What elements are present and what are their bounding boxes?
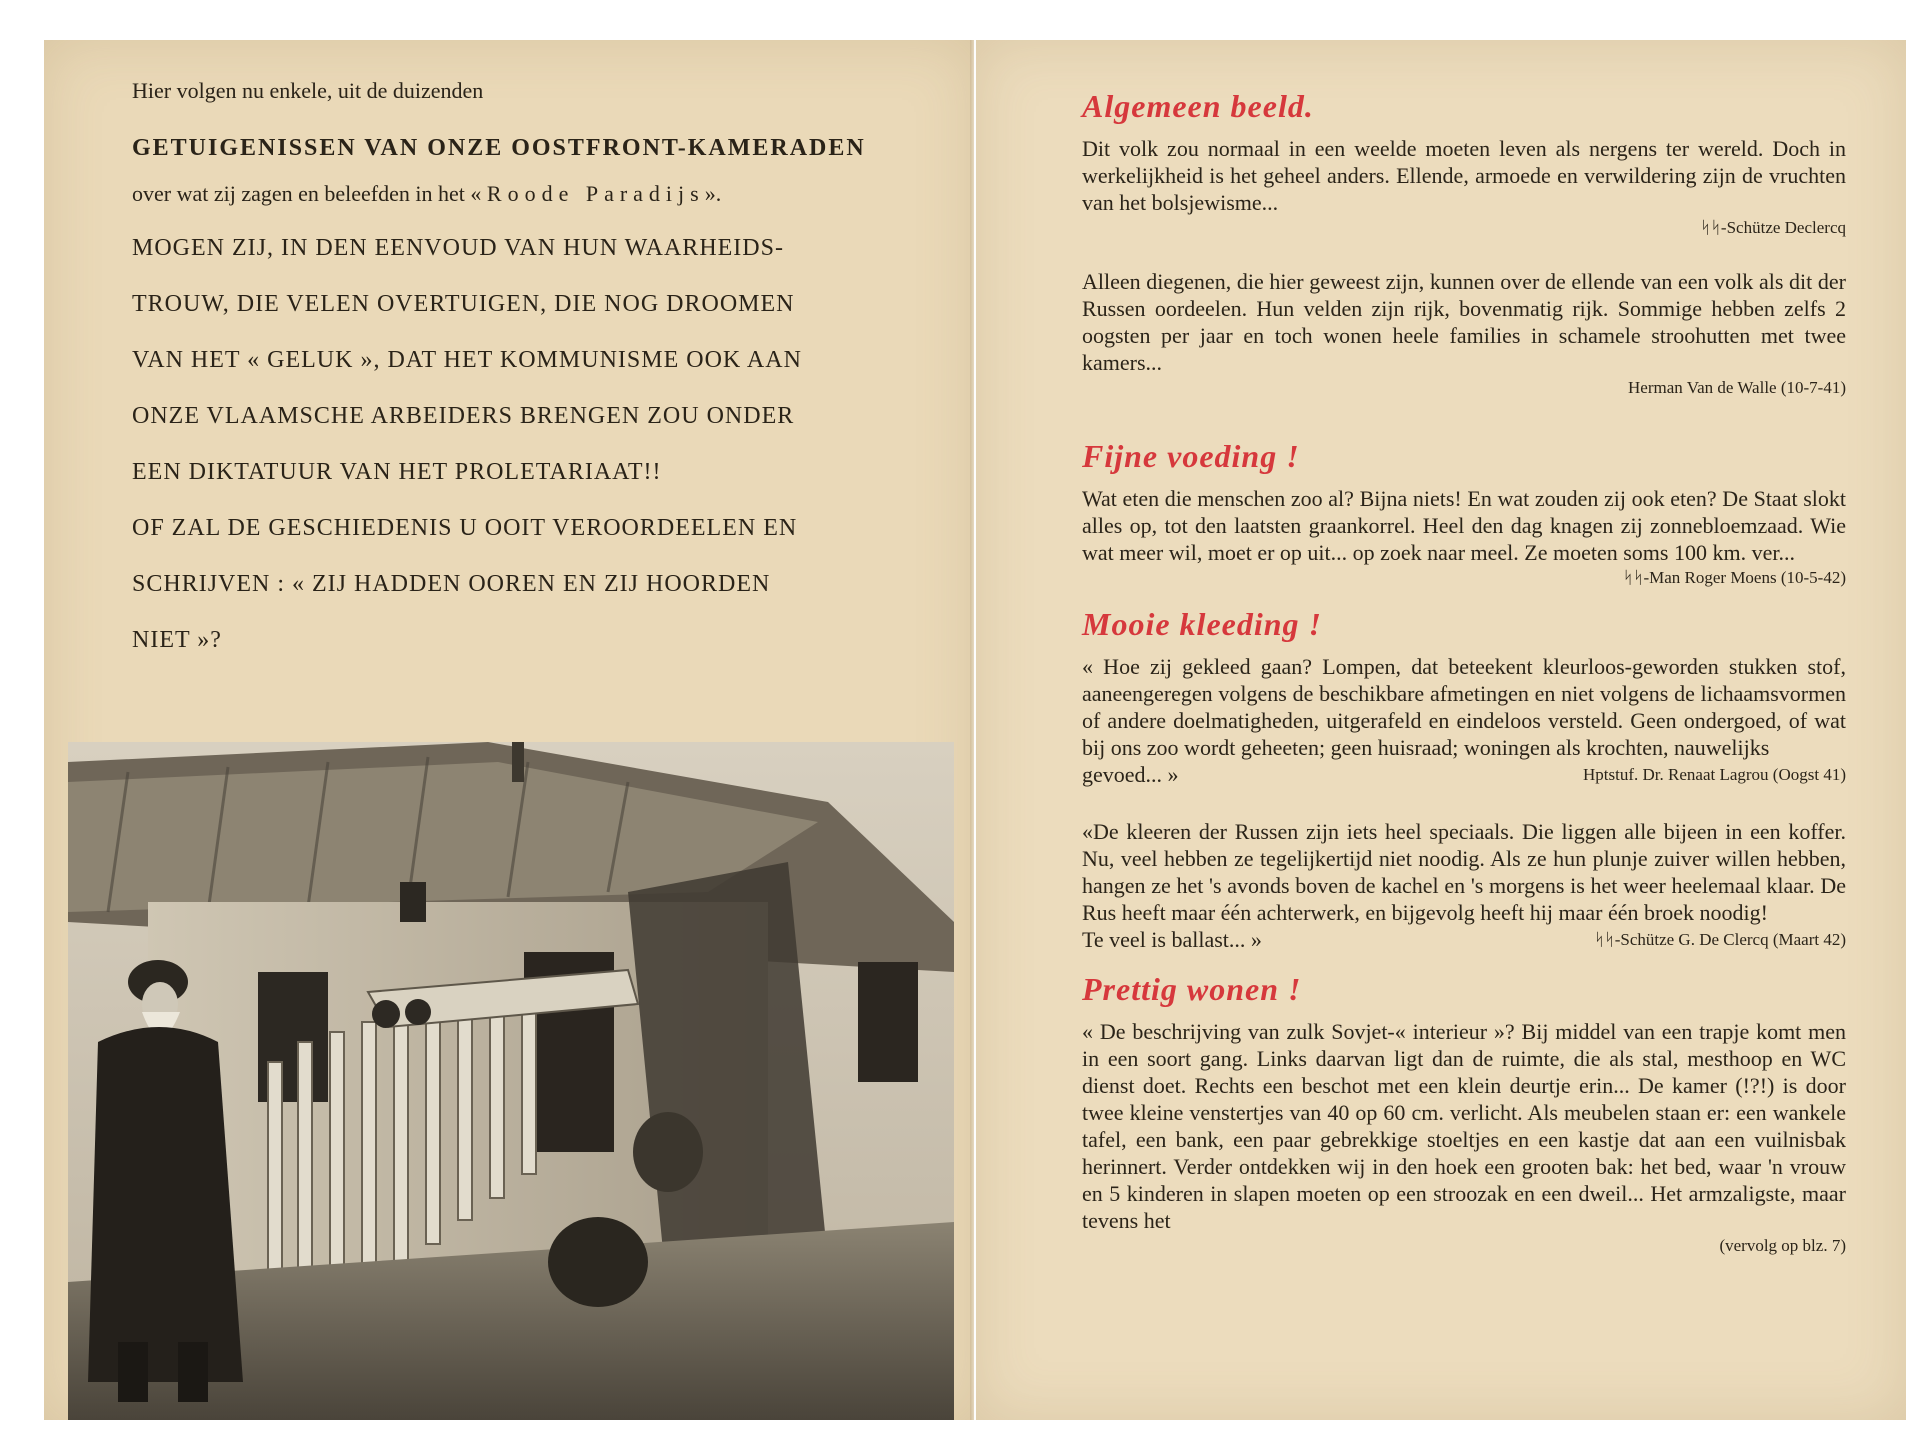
signature-5: ᛋᛋ-Schütze G. De Clercq (Maart 42) [1594, 930, 1846, 949]
caps-line-4: ONZE VLAAMSCHE ARBEIDERS BRENGEN ZOU ONDER [132, 403, 795, 429]
signature-3: ᛋᛋ-Man Roger Moens (10-5-42) [1623, 568, 1846, 587]
testimony-3: Wat eten die menschen zoo al? Bijna niets! En wat zouden zij ook eten? De Staat slokt alles op, tot den laatsten graankorrel. Heel den dag knagen zij zonnebloemzaad. Wie wat meer wil, moet er op uit... op zoek naar meel. Ze moeten soms 100 km. ver... [1082, 486, 1846, 565]
caps-line-8: NIET »? [132, 627, 222, 653]
caps-line-5: EEN DIKTATUUR VAN HET PROLETARIAAT!! [132, 459, 662, 485]
signature-4: Hptstuf. Dr. Renaat Lagrou (Oogst 41) [1583, 765, 1846, 784]
testimony-4-last-line: gevoed... » [1082, 762, 1179, 787]
booklet-spread [44, 40, 1906, 1420]
testimony-5-last [1082, 926, 1846, 953]
testimonies-column [1082, 88, 1846, 1256]
heading-mooie-kleeding: Mooie kleeding ! [1082, 606, 1322, 642]
testimony-6: « De beschrijving van zulk Sovjet-« interieur »? Bij middel van een trapje komt men in een soort gang. Links daarvan ligt dan de ruimte, die als stal, mesthoop en WC dienst doet. Rechts een beschot met een klein deurtje erin... De kamer (!?!) is door twee kleine venstertjes van 40 op 60 cm. verlicht. Als meubelen staan er: een wankele tafel, een bank, een paar gebrekkige stoeltjes en een kastje dat aan een vuilnisbak herinnert. Verder ontdekken wij in den hoek een grooten bak: het bed, waar 'n vrouw en 5 kinderen in slapen moeten op een stroozak en een dweil... Het armzaligste, maar tevens het [1082, 1019, 1846, 1233]
caps-line-2: TROUW, DIE VELEN OVERTUIGEN, DIE NOG DROOMEN [132, 291, 795, 317]
signature-2: Herman Van de Walle (10-7-41) [1628, 378, 1846, 397]
testimony-5-last-line: Te veel is ballast... » [1082, 927, 1262, 952]
heading-algemeen-beeld: Algemeen beeld. [1082, 88, 1314, 124]
intro-line: Hier volgen nu enkele, uit de duizenden [132, 78, 484, 103]
heading-fijne-voeding: Fijne voeding ! [1082, 438, 1300, 474]
intro-line-3: over wat zij zagen en beleefden in het « Roode Paradijs». [132, 181, 722, 206]
heading-prettig-wonen: Prettig wonen ! [1082, 971, 1302, 1007]
testimony-2: Alleen diegenen, die hier geweest zijn, kunnen over de ellende van een volk als dit der Russen oordeelen. Hun velden zijn rijk, bovenmatig rijk. Sommige hebben zelfs 2 oogsten per jaar en toch wonen heele families in schamele stroohutten met twee kamers... [1082, 269, 1846, 375]
right-page [976, 40, 1906, 1420]
intro-lead: GETUIGENISSEN VAN ONZE OOSTFRONT-KAMERADEN [132, 135, 866, 161]
intro-text [132, 76, 932, 668]
testimony-4-last [1082, 761, 1846, 788]
left-page [44, 40, 974, 1420]
continued-note: (vervolg op blz. 7) [1719, 1236, 1846, 1255]
caps-line-7: SCHRIJVEN : « ZIJ HADDEN OOREN EN ZIJ HOORDEN [132, 571, 771, 597]
photo-illustration [68, 742, 954, 1420]
testimony-4: « Hoe zij gekleed gaan? Lompen, dat beteekent kleurloos-geworden stukken stof, aaneengeregen volgens de beschikbare afmetingen en niet volgens de lichaamsvormen of andere doelmatigheden, uitgerafeld en eindeloos versteld. Geen ondergoed, of wat bij ons zoo wordt geheeten; geen huisraad; woningen als krochten, nauwelijks [1082, 654, 1846, 760]
photo-peasant-hut [68, 742, 954, 1420]
testimony-1: Dit volk zou normaal in een weelde moeten leven als nergens ter wereld. Doch in werkelijkheid is het geheel anders. Ellende, armoede en verwildering zijn de vruchten van het bolsjewisme... [1082, 136, 1846, 215]
signature-1: ᛋᛋ-Schütze Declercq [1700, 218, 1846, 237]
testimony-5: «De kleeren der Russen zijn iets heel speciaals. Die liggen alle bijeen in een koffer. Nu, veel hebben ze tegelijkertijd niet noodig. Als ze hun plunje zuiver willen hebben, hangen ze het 's avonds boven de kachel en 's morgens is het weer heelemaal klaar. De Rus heeft maar één achterwerk, en bijgevolg heeft hij maar één broek noodig! [1082, 819, 1846, 925]
caps-line-6: OF ZAL DE GESCHIEDENIS U OOIT VEROORDEELEN EN [132, 515, 798, 541]
caps-line-1: MOGEN ZIJ, IN DEN EENVOUD VAN HUN WAARHEIDS- [132, 235, 784, 261]
caps-line-3: VAN HET « GELUK », DAT HET KOMMUNISME OOK AAN [132, 347, 802, 373]
